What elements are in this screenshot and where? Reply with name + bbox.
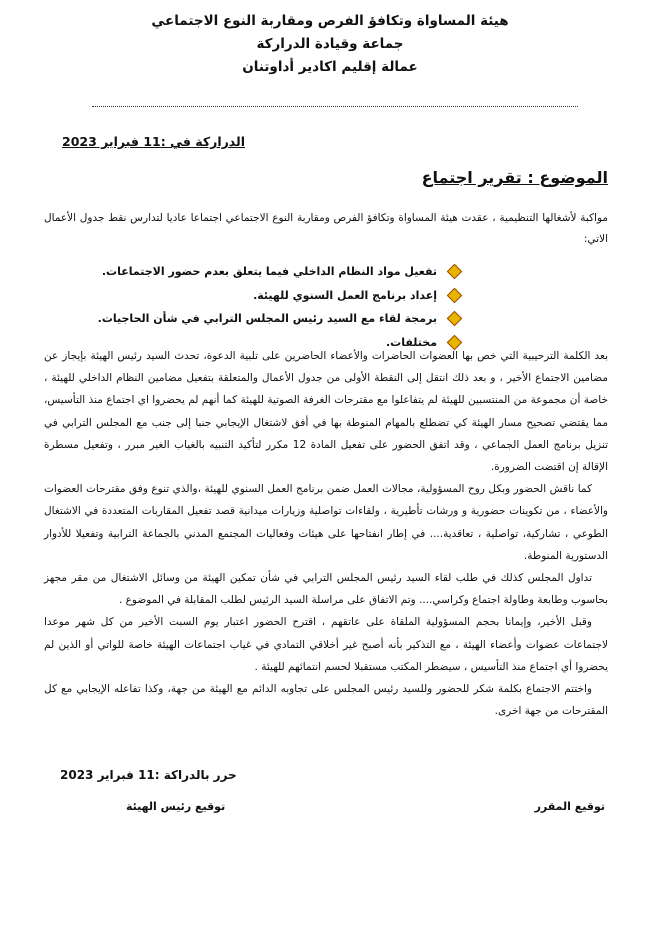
letterhead [0,10,660,79]
diamond-bullet-icon [447,264,463,280]
agenda-item-text: برمجة لقاء مع السيد رئيس المجلس الترابي في شأن الحاجيات. [97,312,437,325]
intro-paragraph: مواكبة لأشغالها التنظيمية ، عقدت هيئة المساواة وتكافؤ الفرص ومقاربة النوع الاجتماعي اجتماعا عاديا لتدارس نقط جدول الأعمال الاتي: [44,212,608,245]
prefecture-name: عمالة إقليم اكادير أداوتنان [242,59,418,75]
body-paragraph-opening: بعد الكلمة الترحيبية التي خص بها العضوات الحاضرات والأعضاء الحاضرين على تلبية الدعوة، تحدث السيد رئيس الهيئة بإيجاز عن مضامين الاجتماع الأخير ، و بعد ذلك انتقل إلى النقطة الأولى من جدول الأعمال والمتعلقة بتفعيل مضامين النظام الداخلي للهيئة ، خاصة أن مجموعة من المنتسبين للهيئة لم يتفاعلوا مع مقترحات الغرفة الصوتية للهيئة كما أنهم لم يحضروا اي اجتماع منذ التأسيس، مما يقتضي تصحيح مسار الهيئة كي تضطلع بالمهام المنوطة بها في أفق لاشتغال الإيجابي جنبا إلى جنب مع المجلس الترابي في تنزيل برنامج العمل الجماعي ، وقد اتفق الحضور على تفعيل المادة 12 مكرر لتأكيد التنبيه بالغياب الغير مبرر ، وتفعيل مسطرة الإقالة إن اقتضت الضرورة. [44,350,608,474]
body-paragraph-closing: واختتم الاجتماع بكلمة شكر للحضور وللسيد رئيس المجلس على تجاوبه الدائم مع الهيئة من جهة، وكذا تفاعله الإيجابي مع كل المقترحات من جهة اخرى. [44,683,608,718]
commune-name: جماعة وقيادة الدراركة [256,36,404,52]
agenda-item-text: تفعيل مواد النظام الداخلي فيما يتعلق بعدم حضور الاجتماعات. [101,265,437,278]
agenda-item-text: إعداد برنامج العمل السنوي للهيئة. [253,288,437,302]
agenda-item-text: مختلفات. [386,335,437,349]
body-paragraph-meeting-schedule: وقبل الأخير، وإيمانا بحجم المسؤولية الملقاة على عاتقهم ، اقترح الحضور اعتبار يوم السبت الأخير من كل شهر موعدا لاجتماعات عضوات وأعضاء الهيئة ، مع التذكير بأنه أصبح غير أخلاقي التمادي في غياب اجتماعات الهيئة خاصة للواتي أو الذين لم يحضروا أي اجتماع منذ التأسيس ، سيضطر المكتب مستقبلا لحسم انتمائهم للهيئة . [44,616,608,673]
report-body [44,345,608,722]
dotted-divider [92,106,578,107]
rapporteur-signature-label: توقيع المقرر [534,800,605,813]
diamond-bullet-icon [447,287,463,303]
diamond-bullet-icon [447,311,463,327]
agenda-item [60,260,460,284]
agenda-item [60,284,460,308]
footer-date: حرر بالدراكة :11 فبراير 2023 [60,768,237,782]
body-paragraph-meeting-request: تداول المجلس كذلك في طلب لقاء السيد رئيس المجلس الترابي في شأن تمكين الهيئة من وسائل الاشتغال من مقر مجهز بحاسوب وطابعة وطاولة اجتماع وكراسي.... وتم الاتفاق على مراسلة السيد الرئيس لطلب المقابلة في الموضوع . [44,572,608,607]
body-paragraph-work-program: كما ناقش الحضور وبكل روح المسؤولية، مجالات العمل ضمن برنامج العمل السنوي للهيئة ،والذي تنوع وفق مقترحات العضوات والأعضاء ، من تكوينات حضورية و ورشات تأطيرية ، ولقاءات تواصلية وزيارات ميدانية قصد تفعيل المقاربات المتعددة في الاشتغال الطوعي ، تشاركية، تواصلية ، تعاقدية.... في إطار انفتاحها على هيئات وفعاليات المجتمع المدني بالجماعة الترابية وتفعيلا للأدوار الدستورية المنوطة. [44,483,608,562]
agenda-item [60,307,460,331]
president-signature-label: توقيع رئيس الهيئة [126,800,226,813]
document-date: الدراركة في :11 فبراير 2023 [62,134,245,149]
organization-name: هيئة المساواة وتكافؤ الفرص ومقاربة النوع الاجتماعي [151,13,509,29]
document-subject: الموضوع : تقرير اجتماع [421,168,608,187]
agenda-list [60,260,460,354]
